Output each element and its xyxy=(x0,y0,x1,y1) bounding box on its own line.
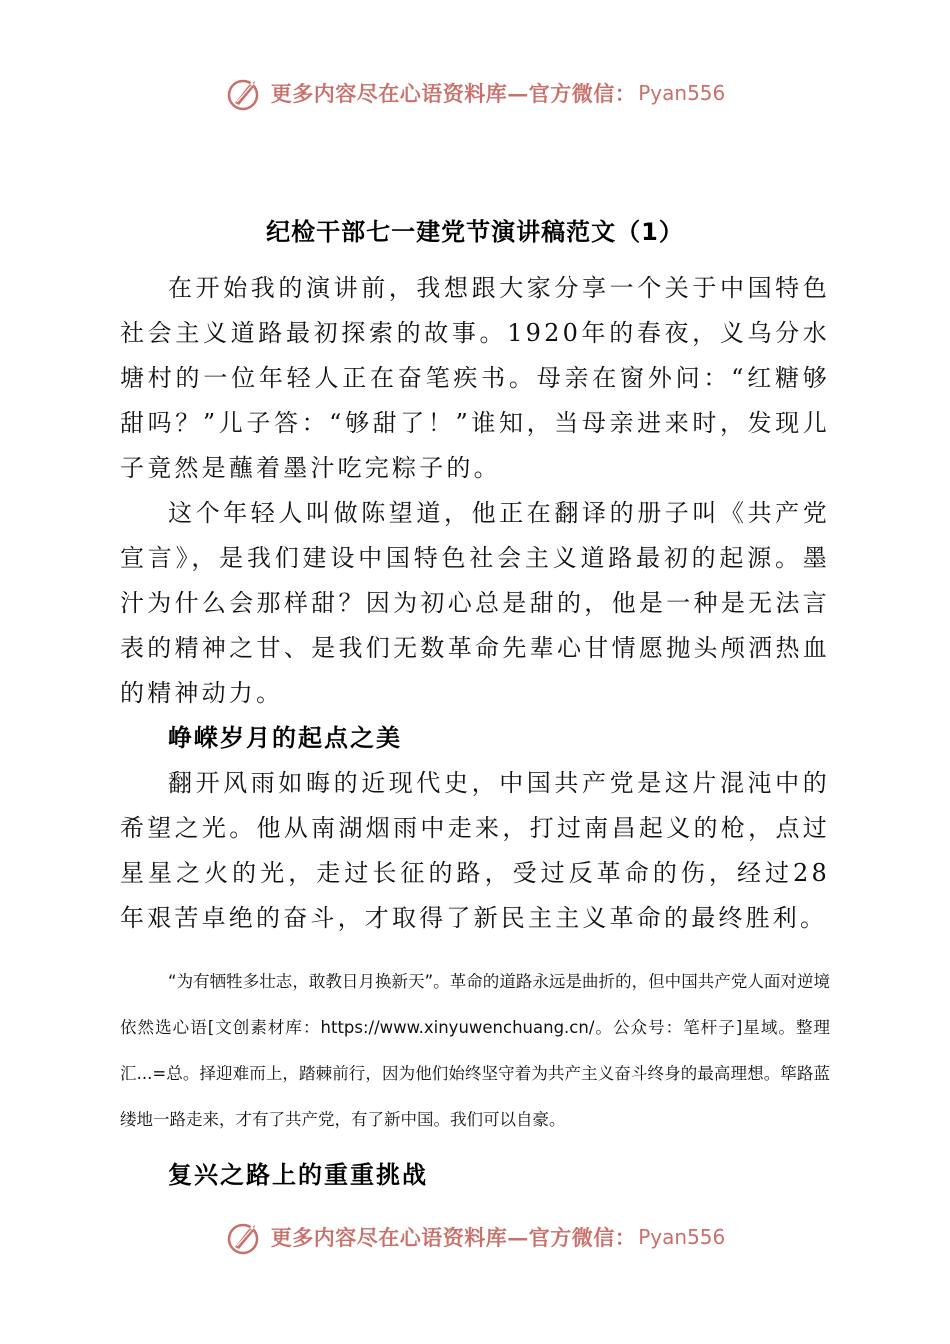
section-heading-2: 复兴之路上的重重挑战 xyxy=(168,1161,428,1189)
header-banner xyxy=(0,68,950,118)
footer-banner-text: 更多内容尽在心语资料库—官方微信： xyxy=(270,1225,637,1250)
paragraph-1: 在开始我的演讲前，我想跟大家分享一个关于中国特色社会主义道路最初探索的故事。1920年的春夜，义乌分水塘村的一位年轻人正在奋笔疾书。母亲在窗外问：“红糖够甜吗？”儿子答：“够甜了！”谁知，当母亲进来时，发现儿子竟然是蘸着墨汁吃完粽子的。 xyxy=(120,274,830,482)
document-body xyxy=(120,266,830,1198)
document-title: 纪检干部七一建党节演讲稿范文（1） xyxy=(266,218,684,246)
paragraph-2: 这个年轻人叫做陈望道，他正在翻译的册子叫《共产党宣言》，是我们建设中国特色社会主义道路最初的起源。墨汁为什么会那样甜？因为初心总是甜的，他是一种是无法言表的精神之甘、是我们无数革命先辈心甘情愿抛头颅洒热血的精神动力。 xyxy=(120,499,830,707)
pen-nib-logo-icon xyxy=(225,73,265,113)
header-banner-text: 更多内容尽在心语资料库—官方微信： xyxy=(270,81,637,106)
section-heading-1: 峥嵘岁月的起点之美 xyxy=(168,724,402,752)
paragraph-3: 翻开风雨如晦的近现代史，中国共产党是这片混沌中的希望之光。他从南湖烟雨中走来，打过南昌起义的枪，点过星星之火的光，走过长征的路，受过反革命的伤，经过28年艰苦卓绝的奋斗，才取得了新民主主义革命的最终胜利。 xyxy=(120,769,830,932)
paragraph-4: “为有牺牲多壮志，敢教日月换新天”。革命的道路永远是曲折的，但中国共产党人面对逆境依然选心语[文创素材库：https://www.xinyuwenchuang.cn/。公众号：笔杆子]星域。整理汇...=总。择迎难而上，踏棘前行，因为他们始终坚守着为共产主义奋斗终身的最高理想。筚路蓝缕地一路走来，才有了共产党，有了新中国。我们可以自豪。 xyxy=(120,972,830,1129)
footer-banner xyxy=(0,1212,950,1262)
pen-nib-logo-icon xyxy=(225,1217,265,1257)
footer-wechat-id: Pyan556 xyxy=(638,1225,726,1249)
header-wechat-id: Pyan556 xyxy=(638,81,726,105)
